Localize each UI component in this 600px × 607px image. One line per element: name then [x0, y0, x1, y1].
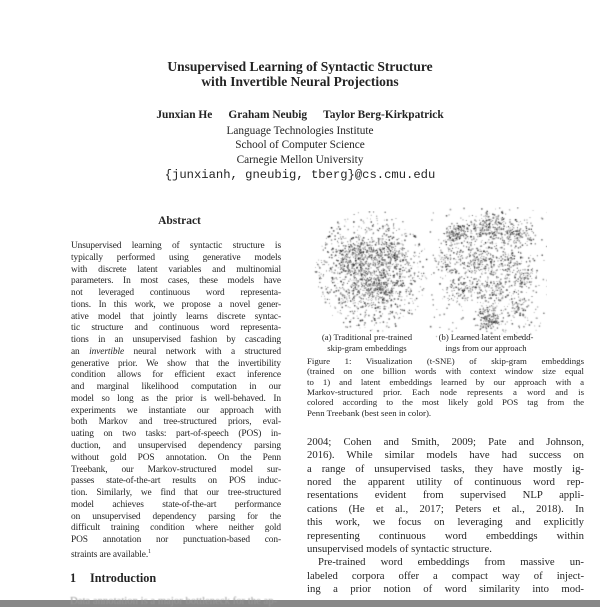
affiliation-line: Carnegie Mellon University — [236, 153, 364, 166]
abstract-line: parameters. In most cases, these models have — [71, 276, 281, 287]
figure1-caption-line: colored according to the most likely gold POS tag from the — [307, 397, 584, 408]
tsne-scatter-a — [311, 211, 429, 333]
abstract-line: with discrete latent variables and multinomial — [71, 264, 281, 275]
body-text-line: representing continuous word embeddings within — [307, 529, 584, 542]
author-name: Junxian He — [156, 109, 213, 121]
abstract-line: difficult training condition where neither gold — [71, 523, 281, 534]
figure1-panel-b — [429, 207, 547, 339]
figure1-caption-line: Figure 1: Visualization (t-SNE) of skip-gram embeddings — [307, 356, 584, 366]
body-text-line: ing a prior notion of word similarity into mod- — [307, 582, 584, 595]
section-title: Introduction — [90, 571, 157, 585]
cutoff-text-line: Data annotation is a major bottleneck for the ap- — [70, 595, 278, 607]
figure1-caption-line: (trained on one billion words with context window size equal — [307, 366, 584, 377]
subcaption-a-line: skip-gram embeddings — [327, 342, 407, 353]
abstract-line: ative model that jointly learns discrete syntac- — [71, 311, 281, 322]
paper-title-line: Unsupervised Learning of Syntactic Structure — [167, 59, 433, 74]
body-text-line: nored the apparent utility of continuous word rep- — [307, 476, 584, 489]
author-list — [0, 109, 600, 121]
abstract-line: tions in an unsupervised fashion by cascading — [71, 335, 281, 346]
abstract-line: uating on two tasks: part-of-speech (POS) in- — [71, 429, 281, 440]
figure1-caption-line: to 1) and latent embeddings learned by our approach with a — [307, 376, 584, 387]
body-text-line: labeled corpora offer a compact way of inject- — [307, 569, 584, 582]
abstract-line: on unsupervised dependency parsing for the — [71, 511, 281, 522]
abstract-line: Unsupervised learning of syntactic structure is — [71, 241, 281, 251]
affiliation-block — [0, 124, 600, 167]
abstract-line: experiments we instantiate our approach with — [71, 405, 281, 416]
body-text-column — [307, 436, 584, 596]
abstract-line: both Markov and tree-structured priors, eval- — [71, 417, 281, 428]
body-text-line: resentations evident from supervised NLP appli- — [307, 489, 584, 502]
body-text-line: Pre-trained word embeddings from massive un- — [318, 556, 584, 569]
abstract-line: not leveraged continuous word representa- — [71, 288, 281, 299]
abstract-line: without gold POS annotation. On the Penn — [71, 452, 281, 463]
figure1-caption-line: Penn Treebank (best seen in color). — [307, 407, 432, 418]
abstract-line: tion. Similarly, we find that our tree-structured — [71, 488, 281, 499]
body-text-line: cations (He et al., 2017; Peters et al., 2018). In — [307, 502, 584, 515]
abstract-line: POS annotation nor punctuation-based con- — [71, 535, 281, 546]
affiliation-line: Language Technologies Institute — [226, 125, 374, 137]
subcaption-b-line: (b) Learned latent embedd- — [438, 332, 534, 342]
body-text-line: 2004; Cohen and Smith, 2009; Pate and Johnson, — [307, 436, 584, 448]
body-text-line: a range of unsupervised tasks, they have mostly ig- — [307, 462, 584, 475]
abstract-line: model so long as the prior is well-behaved. In — [71, 393, 281, 404]
figure1-panel-a — [311, 211, 429, 333]
abstract-line: straints are available.$^1$ — [71, 548, 151, 561]
author-name: Taylor Berg-Kirkpatrick — [323, 109, 444, 121]
abstract-line: and marginal likelihood computation in our — [71, 382, 281, 393]
abstract-line: generative prior. We show that the invertibility — [71, 358, 281, 369]
abstract-line: passes state-of-the-art results on POS induc- — [71, 476, 281, 487]
subcaption-a-line: (a) Traditional pre-trained — [321, 332, 413, 342]
abstract-line: tions. In this work, we propose a novel gener- — [71, 299, 281, 310]
figure1-subcaption-a — [303, 332, 431, 354]
paper-title — [0, 59, 600, 89]
figure1-caption-line: Markov-structured prior. Each node represents a word and is — [307, 387, 584, 398]
body-text-line: this work, we focus on leveraging and explicitly — [307, 516, 584, 529]
abstract-text — [71, 241, 281, 559]
author-emails: {junxianh, gneubig, tberg}@cs.cmu.edu — [164, 168, 436, 182]
abstract-line: an invertible neural network with a structured — [71, 346, 281, 357]
paper-title-line: with Invertible Neural Projections — [201, 74, 399, 89]
affiliation-line: School of Computer Science — [235, 139, 365, 152]
abstract-heading: Abstract — [158, 215, 201, 227]
abstract-line: typically performed using generative models — [71, 252, 281, 263]
author-name: Graham Neubig — [228, 109, 308, 121]
body-text-line: unsupervised models of syntactic structure. — [307, 542, 492, 555]
body-text-line: 2016). While similar models have had success on — [307, 449, 584, 462]
abstract-line: condition allows for efficient exact inference — [71, 370, 281, 381]
abstract-line: Treebank, our Markov-structured model sur- — [71, 464, 281, 475]
tsne-scatter-b — [429, 207, 547, 339]
subcaption-b-line: ings from our approach — [445, 342, 527, 353]
figure1-subcaption-b — [423, 332, 549, 354]
section-number: 1 — [70, 571, 77, 585]
figure1-caption — [307, 356, 584, 418]
abstract-line: tic structure and continuous word representa- — [71, 323, 281, 334]
abstract-line: model achieves state-of-the-art performance — [71, 499, 281, 510]
section-heading-introduction — [70, 571, 156, 586]
abstract-line: duction, and unsupervised dependency parsing — [71, 441, 281, 452]
